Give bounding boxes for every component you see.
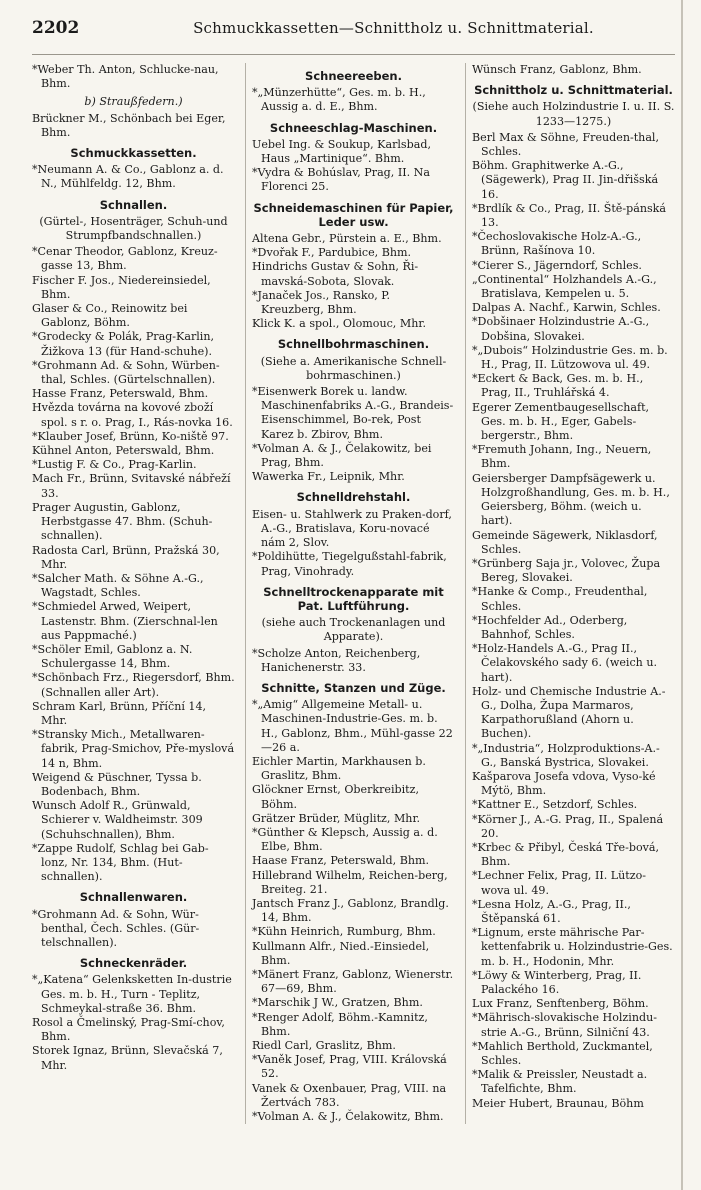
directory-entry: Geiersberger Dampfsägewerk u. Holzgroßhandlung, Ges. m. b. H., Geiersberg, Böhm. (weich u. hart).: [472, 471, 670, 528]
directory-entry: *„Katena“ Gelenksketten In-dustrie Ges. m. b. H., Turn - Teplitz, Schmeykal-straße 36. Bhm.: [32, 973, 232, 1015]
section-heading: Schneereeben.: [305, 69, 402, 83]
section-note: (Siehe auch Holzindustrie I. u. II. S. 1233—1275.): [472, 100, 675, 128]
directory-entry: *Mänert Franz, Gablonz, Wienerstr. 67—69, Bhm.: [252, 967, 454, 996]
directory-entry: *Mahlich Berthold, Zuckmantel, Schles.: [472, 1039, 653, 1068]
directory-entry: Eisen- u. Stahlwerk zu Praken-dorf, A.-G., Bratislava, Koru-novacé nám 2, Slov.: [252, 507, 452, 550]
directory-entry: *„Dubois“ Holzindustrie Ges. m. b. H., Prag, II. Lützowova ul. 49.: [472, 343, 668, 372]
directory-entry: Berl Max & Söhne, Freuden-thal, Schles.: [472, 130, 660, 159]
column-middle: [245, 63, 455, 1124]
section-heading: Schneckenräder.: [79, 956, 188, 971]
directory-entry: Glaser & Co., Reinowitz bei Gablonz, Böhm.: [32, 302, 188, 330]
page-number: 2202: [32, 18, 80, 38]
directory-entry: Klick K. a spol., Olomouc, Mhr.: [252, 317, 426, 331]
directory-entry: *Janaček Jos., Ransko, P. Kreuzberg, Bhm.: [252, 288, 391, 317]
directory-entry: Kühnel Anton, Peterswald, Bhm.: [32, 444, 215, 458]
section-heading: Schneeschlag-Maschinen.: [269, 120, 438, 135]
directory-entry: *Günther & Klepsch, Aussig a. d. Elbe, Bhm.: [252, 825, 438, 854]
section-heading: Schnelldrehstahl.: [296, 490, 411, 505]
directory-entry: Storek Ignaz, Brünn, Slevačská 7, Mhr.: [32, 1044, 223, 1072]
directory-entry: *Lesna Holz, A.-G., Prag, II., Štěpanská 61.: [472, 897, 631, 925]
directory-entry: *Vydra & Bohúslav, Prag, II. Na Florenci 25.: [252, 166, 430, 194]
section-heading: Schnellbohrmaschinen.: [277, 337, 430, 352]
directory-entry: *Holz-Handels A.-G., Prag II., Čelakovského sady 6. (weich u. hart).: [472, 642, 658, 684]
directory-entry: *Fremuth Johann, Ing., Neuern, Bhm.: [472, 443, 652, 471]
directory-entry: Vanek & Oxenbauer, Prag, VIII. na Žertvách 783.: [252, 1081, 447, 1109]
directory-entry: *Neumann A. & Co., Gablonz a. d. N., Mühlfeldg. 12, Bhm.: [32, 163, 224, 191]
directory-entry: *Zappe Rudolf, Schlag bei Gab-lonz, Nr. 134, Bhm. (Hut-schnallen).: [32, 841, 209, 884]
section-heading: Schnitte, Stanzen und Züge.: [261, 680, 446, 695]
directory-entry: *Lustig F. & Co., Prag-Karlin.: [32, 458, 197, 472]
directory-entry: *„Amig“ Allgemeine Metall- u. Maschinen-Industrie-Ges. m. b. H., Gablonz, Bhm., Mühl-gasse 22—26 a.: [252, 698, 453, 754]
directory-entry: *Schmiedel Arwed, Weipert, Lastenstr. Bhm. (Zierschnal-len aus Pappmaché.): [32, 600, 218, 642]
directory-entry: *Grünberg Saja jr., Volovec, Župa Bereg, Slovakei.: [472, 556, 661, 585]
margin-line: [681, 0, 683, 1190]
directory-entry: *Renger Adolf, Böhm.-Kamnitz, Bhm.: [252, 1010, 428, 1038]
directory-entry: *Lignum, erste mährische Par-kettenfabrik u. Holzindustrie-Ges. m. b. H., Hodonin, Mhr.: [472, 926, 673, 968]
directory-entry: Kašparova Josefa vdova, Vyso-ké Mýtö, Bhm.: [472, 769, 656, 798]
section-heading: Schneidemaschinen für Papier, Leder usw.: [253, 200, 454, 229]
directory-entry: Brückner M., Schönbach bei Eger, Bhm.: [32, 111, 226, 139]
directory-entry: Hindrichs Gustav & Sohn, Ři-mavská-Sobota, Slovak.: [252, 260, 419, 288]
column-left: [32, 63, 235, 1124]
directory-entry: *Eckert & Back, Ges. m. b. H., Prag, II., Truhlářská 4.: [472, 372, 644, 400]
directory-entry: *Lechner Felix, Prag, II. Lützo-wova ul. 49.: [472, 869, 647, 897]
directory-entry: *Vaněk Josef, Prag, VIII. Královská 52.: [252, 1053, 447, 1081]
directory-entry: Kullmann Alfr., Nied.-Einsiedel, Bhm.: [252, 939, 430, 967]
directory-entry: *Marschik J W., Gratzen, Bhm.: [252, 996, 423, 1010]
directory-entry: Hvězda továrna na kovové zboží spol. s r. o. Prag, I., Rás-novka 16.: [32, 401, 233, 429]
directory-entry: *Grohmann Ad. & Sohn, Würben-thal, Schles. (Gürtelschnallen).: [32, 358, 220, 387]
directory-entry: *„Münzerhütte“, Ges. m. b. H., Aussig a. d. E., Bhm.: [252, 86, 426, 114]
directory-entry: Egerer Zementbaugesellschaft, Ges. m. b. H., Eger, Gabels-bergerstr., Bhm.: [472, 400, 650, 443]
directory-entry: Radosta Carl, Brünn, Pražská 30, Mhr.: [32, 543, 220, 571]
section-heading: Schmuckkassetten.: [70, 146, 197, 161]
directory-entry: Eichler Martin, Markhausen b. Graslitz, Bhm.: [252, 754, 426, 783]
directory-entry: *Brdlík & Co., Prag, II. Ště-pánská 13.: [472, 201, 667, 230]
directory-entry: „Continental“ Holzhandels A.-G., Bratislava, Kempelen u. 5.: [472, 272, 657, 301]
directory-entry: Glöckner Ernst, Oberkreibitz, Böhm.: [252, 783, 419, 811]
directory-entry: *Schöler Emil, Gablonz a. N. Schulergasse 14, Bhm.: [32, 642, 193, 671]
directory-entry: *Grodecky & Polák, Prag-Karlin, Žižkova 13 (für Hand-schuhe).: [32, 330, 215, 358]
directory-entry: *Volman A. & J., Čelakowitz, bei Prag, Bhm.: [252, 441, 432, 470]
directory-entry: *Kühn Heinrich, Rumburg, Bhm.: [252, 925, 436, 939]
directory-entry: *Volman A. & J., Čelakowitz, Bhm.: [252, 1110, 444, 1124]
directory-entry: Mach Fr., Brünn, Svitavské nábřeží 33.: [32, 472, 231, 500]
directory-entry: *Dvořak F., Pardubice, Bhm.: [252, 246, 412, 260]
directory-entry: Fischer F. Jos., Niedereinsiedel, Bhm.: [32, 273, 211, 301]
section-heading: Schnelltrockenapparate mit Pat. Luftführung.: [263, 584, 444, 613]
directory-entry: Dalpas A. Nachf., Karwin, Schles.: [472, 301, 661, 315]
directory-entry: *Malik & Preissler, Neustadt a. Tafelfichte, Bhm.: [472, 1068, 648, 1096]
section-note: (siehe auch Trockenanlagen und Apparate).: [261, 616, 446, 644]
directory-entry: *Eisenwerk Borek u. landw. Maschinenfabriks A.-G., Brandeis-Eisenschimmel, Bo-rek, Post Karez b. Zbirov, Bhm.: [252, 385, 454, 441]
directory-entry: *Poldihütte, Tiegelgußstahl-fabrik, Prag, Vinohrady.: [252, 550, 447, 578]
directory-entry: Hasse Franz, Peterswald, Bhm.: [32, 387, 209, 401]
directory-entry: *Salcher Math. & Söhne A.-G., Wagstadt, Schles.: [32, 571, 204, 600]
section-note: (Gürtel-, Hosenträger, Schuh-und Strumpfbandschnallen.): [39, 214, 228, 243]
directory-entry: *Cierer S., Jägerndorf, Schles.: [472, 258, 642, 272]
directory-entry: Altena Gebr., Pürstein a. E., Bhm.: [252, 232, 442, 246]
directory-entry: *Körner J., A.-G. Prag, II., Spalená 20.: [472, 812, 664, 840]
directory-entry: Gemeinde Sägewerk, Niklasdorf, Schles.: [472, 528, 658, 556]
directory-entry: Schram Karl, Brünn, Příční 14, Mhr.: [32, 699, 207, 727]
page-header: [32, 18, 675, 55]
subheading: b) Straußfedern.): [84, 95, 183, 109]
directory-entry: *Scholze Anton, Reichenberg, Hanichenerstr. 33.: [252, 646, 421, 674]
directory-entry: Riedl Carl, Graslitz, Bhm.: [252, 1039, 396, 1052]
directory-entry: Rosol a Čmelinský, Prag-Smí-chov, Bhm.: [32, 1016, 225, 1044]
directory-entry: *Weber Th. Anton, Schlucke-nau, Bhm.: [32, 63, 219, 91]
directory-entry: Jantsch Franz J., Gablonz, Brandlg. 14, Bhm.: [252, 896, 449, 925]
directory-entry: Wünsch Franz, Gablonz, Bhm.: [472, 63, 642, 76]
directory-entry: *Hochfelder Ad., Oderberg, Bahnhof, Schles.: [472, 613, 628, 641]
section-note: (Siehe a. Amerikanische Schnell-bohrmaschinen.): [260, 354, 447, 382]
directory-entry: *Čechoslovakische Holz-A.-G., Brünn, Rašínova 10.: [472, 230, 642, 258]
directory-entry: Wunsch Adolf R., Grünwald, Schierer v. Waldheimstr. 309 (Schuhschnallen), Bhm.: [32, 799, 203, 841]
directory-entry: *Mährisch-slovakische Holzindu-strie A.-G., Brünn, Silniční 43.: [472, 1011, 657, 1039]
running-title: Schmuckkassetten—Schnittholz u. Schnittmaterial.: [193, 19, 594, 37]
directory-entry: *Kattner E., Setzdorf, Schles.: [472, 798, 638, 812]
directory-entry: *Hanke & Comp., Freudenthal, Schles.: [472, 585, 648, 613]
directory-entry: Böhm. Graphitwerke A.-G., (Sägewerk), Prag II. Jin-dřišská 16.: [472, 159, 659, 201]
directory-entry: Holz- und Chemische Industrie A.-G., Dolha, Župa Marmaros, Karpathorußland (Ahorn u. Buchen).: [472, 684, 666, 741]
directory-entry: *Krbec & Přibyl, Česká Tře-bová, Bhm.: [472, 840, 660, 869]
directory-entry: Haase Franz, Peterswald, Bhm.: [252, 854, 430, 868]
directory-entry: *Stransky Mich., Metallwaren-fabrik, Prag-Smichov, Pře-myslová 14 n, Bhm.: [32, 728, 235, 770]
directory-entry: *„Industria“, Holzproduktions-A.-G., Banská Bystrica, Slovakei.: [472, 741, 660, 769]
directory-entry: Uebel Ing. & Soukup, Karlsbad, Haus „Martinique“. Bhm.: [252, 137, 431, 166]
directory-entry: Lux Franz, Senftenberg, Böhm.: [472, 997, 649, 1011]
directory-entry: Meier Hubert, Braunau, Böhm: [472, 1096, 644, 1110]
section-heading: Schnallenwaren.: [79, 890, 188, 905]
directory-entry: *Dobšinaer Holzindustrie A.-G., Dobšina, Slovakei.: [472, 315, 650, 343]
directory-entry: *Schönbach Frz., Riegersdorf, Bhm. (Schnallen aller Art).: [32, 671, 235, 699]
directory-entry: *Grohmann Ad. & Sohn, Wür-benthal, Čech. Schles. (Gür-telschnallen).: [32, 907, 200, 949]
section-heading: Schnittholz u. Schnittmaterial.: [474, 83, 673, 98]
directory-entry: *Löwy & Winterberg, Prag, II. Palackého 16.: [472, 968, 642, 996]
directory-entry: *Cenar Theodor, Gablonz, Kreuz-gasse 13, Bhm.: [32, 245, 218, 273]
section-heading: Schnallen.: [99, 197, 168, 212]
directory-entry: *Klauber Josef, Brünn, Ko-niště 97.: [32, 429, 229, 443]
columns: [32, 63, 675, 1124]
directory-entry: Grätzer Brüder, Müglitz, Mhr.: [252, 811, 421, 825]
directory-entry: Hillebrand Wilhelm, Reichen-berg, Breiteg. 21.: [252, 868, 448, 896]
directory-entry: Prager Augustin, Gablonz, Herbstgasse 47. Bhm. (Schuh-schnallen).: [32, 500, 213, 543]
directory-entry: Weigend & Püschner, Tyssa b. Bodenbach, Bhm.: [32, 770, 202, 798]
directory-entry: Wawerka Fr., Leipnik, Mhr.: [252, 470, 405, 484]
column-right: [465, 63, 675, 1124]
